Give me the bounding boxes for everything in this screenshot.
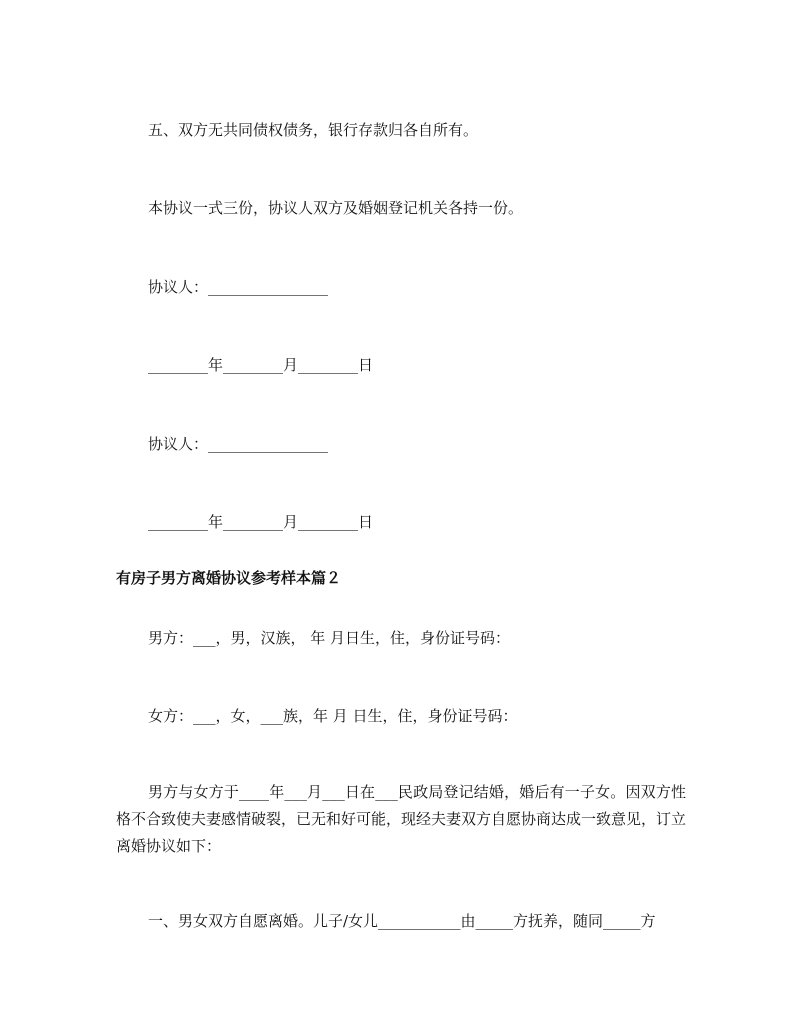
date-line-1: ________年________月________日 [148,356,374,374]
date-line-2: ________年________月________日 [148,513,374,531]
signer-line-2: 协议人：________________ [148,435,329,453]
intro-paragraph: 男方与女方于____年___月___日在___民政局登记结婚，婚后有一子女。因双方性格不合致使夫妻感情破裂，已无和好可能，现经夫妻双方自愿协商达成一致意见，订立离婚协议如下： [116,783,687,855]
section-heading: 有房子男方离婚协议参考样本篇２ [116,569,342,587]
clause-five: 五、双方无共同债权债务，银行存款归各自所有。 [148,121,479,139]
copies-note: 本协议一式三份，协议人双方及婚姻登记机关各持一份。 [148,199,524,217]
signer-line-1: 协议人：________________ [148,278,329,296]
male-party-line: 男方：___，男，汉族， 年 月日生，住，身份证号码： [148,629,511,647]
clause-one: 一、男女双方自愿离婚。儿子/女儿___________由_____方抚养，随同_____方 [148,912,656,930]
female-party-line: 女方：___，女，___族，年 月 日生，住，身份证号码： [148,707,518,725]
